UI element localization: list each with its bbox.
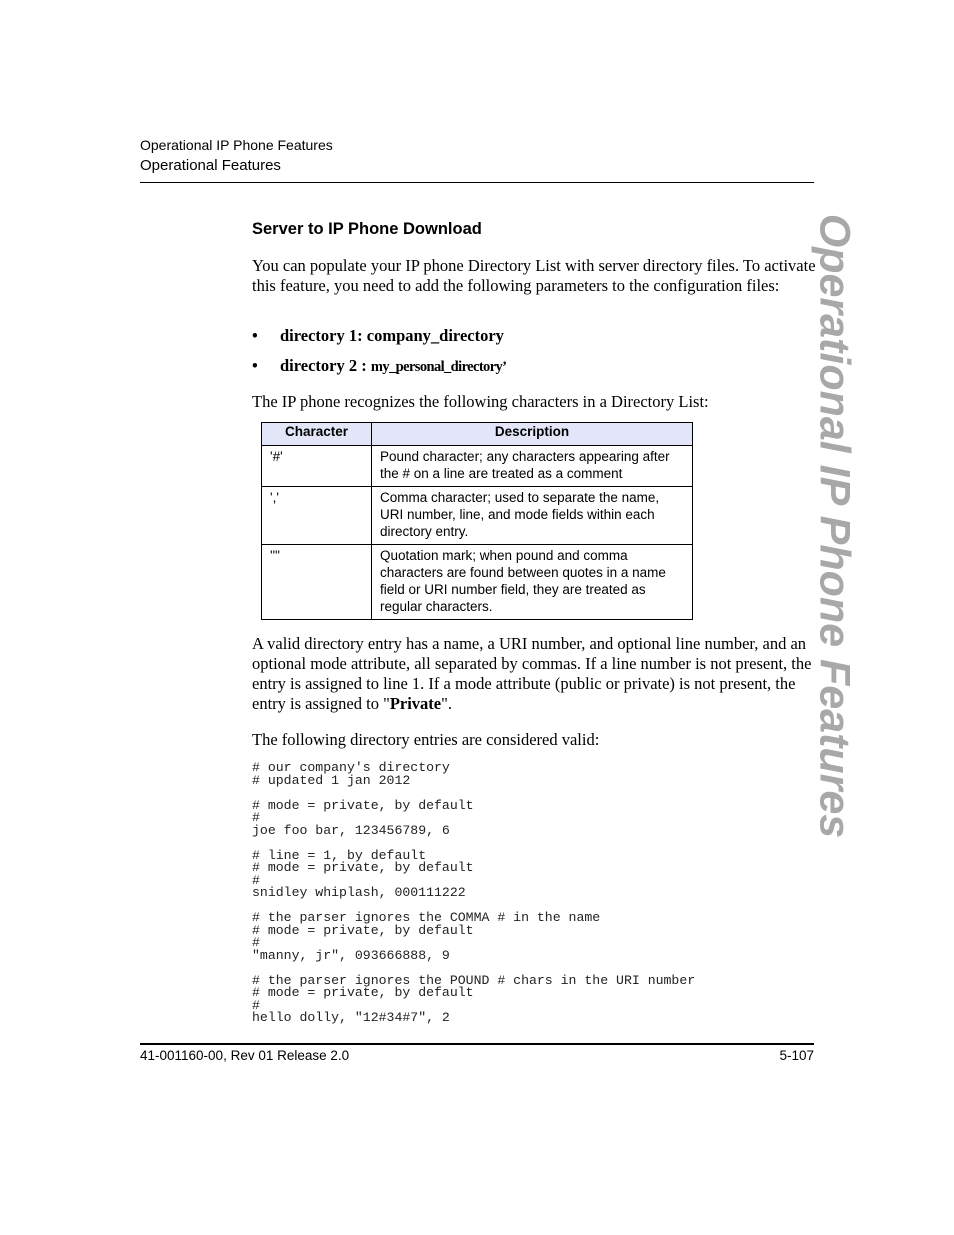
table-header-row	[262, 423, 693, 446]
code-line: # mode = private, by default	[252, 797, 474, 813]
side-tab-chapter-title	[806, 213, 862, 839]
bullet-marker: •	[252, 326, 258, 345]
code-line: # mode = private, by default	[252, 922, 474, 938]
running-header-chapter: Operational IP Phone Features	[140, 137, 333, 153]
code-line: # the parser ignores the POUND # chars in the URI number	[252, 972, 696, 988]
table-row	[262, 545, 693, 620]
code-line: joe foo bar, 123456789, 6	[252, 822, 450, 838]
table-row	[262, 487, 693, 545]
code-line: "manny, jr", 093666888, 9	[252, 947, 450, 963]
character-cell: '"'	[262, 545, 372, 620]
code-line: snidley whiplash, 000111222	[252, 885, 466, 900]
code-line: #	[252, 872, 260, 888]
code-line: #	[252, 935, 260, 950]
bullet-item	[252, 326, 504, 346]
side-tab-label: Operational IP Phone Features	[810, 213, 859, 839]
column-header-character: Character	[262, 423, 372, 446]
intro-paragraph: You can populate your IP phone Directory List with server directory files. To activate this feature, you need to add the following parameters to the configuration files:	[252, 256, 816, 295]
character-cell: '#'	[262, 446, 372, 487]
code-line: # the parser ignores the COMMA # in the name	[252, 910, 601, 925]
code-line: #	[252, 810, 260, 825]
following-paragraph: The following directory entries are considered valid:	[252, 730, 600, 749]
description-cell: Comma character; used to separate the name, URI number, line, and mode fields within each directory entry.	[372, 487, 693, 545]
header-rule	[140, 182, 814, 183]
code-example	[252, 762, 695, 1025]
bullet-text: directory 2 :	[280, 356, 371, 375]
code-line: # mode = private, by default	[252, 860, 474, 875]
valid-entry-paragraph	[252, 634, 817, 714]
footer-rule	[140, 1043, 814, 1045]
table-row	[262, 446, 693, 487]
code-line: # line = 1, by default	[252, 847, 427, 863]
section-heading: Server to IP Phone Download	[252, 220, 482, 238]
bullet-text-small: my_personal_directory’	[370, 359, 507, 375]
bullet-marker: •	[252, 356, 258, 375]
recognizes-paragraph: The IP phone recognizes the following characters in a Directory List:	[252, 392, 709, 411]
description-cell: Pound character; any characters appearing after the # on a line are treated as a comment	[372, 446, 693, 487]
code-line: hello dolly, "12#34#7", 2	[252, 1010, 450, 1025]
column-header-description: Description	[372, 423, 693, 446]
valid-entry-end: ".	[441, 694, 452, 713]
bullet-text: directory 1: company_directory	[280, 326, 504, 345]
running-header-section: Operational Features	[140, 157, 281, 174]
code-line: # our company's directory	[252, 760, 450, 775]
footer-page-number: 5-107	[779, 1048, 814, 1063]
code-line: #	[252, 997, 260, 1013]
code-line: # mode = private, by default	[252, 985, 474, 1000]
valid-entry-text: A valid directory entry has a name, a URI number, and optional line number, and an optional mode attribute, all separated by commas. If a line number is not present, the entry is assigned to line 1. If a mode attribute (public or private) is not present, the entry is assigned to "	[252, 634, 812, 713]
bullet-item	[252, 356, 506, 376]
code-line: # updated 1 jan 2012	[252, 772, 411, 788]
footer-doc-id: 41-001160-00, Rev 01 Release 2.0	[140, 1048, 350, 1063]
character-table	[261, 422, 693, 620]
description-cell: Quotation mark; when pound and comma characters are found between quotes in a name field or URI number field, they are treated as regular characters.	[372, 545, 693, 620]
character-cell: ','	[262, 487, 372, 545]
valid-entry-bold: Private	[389, 694, 442, 713]
